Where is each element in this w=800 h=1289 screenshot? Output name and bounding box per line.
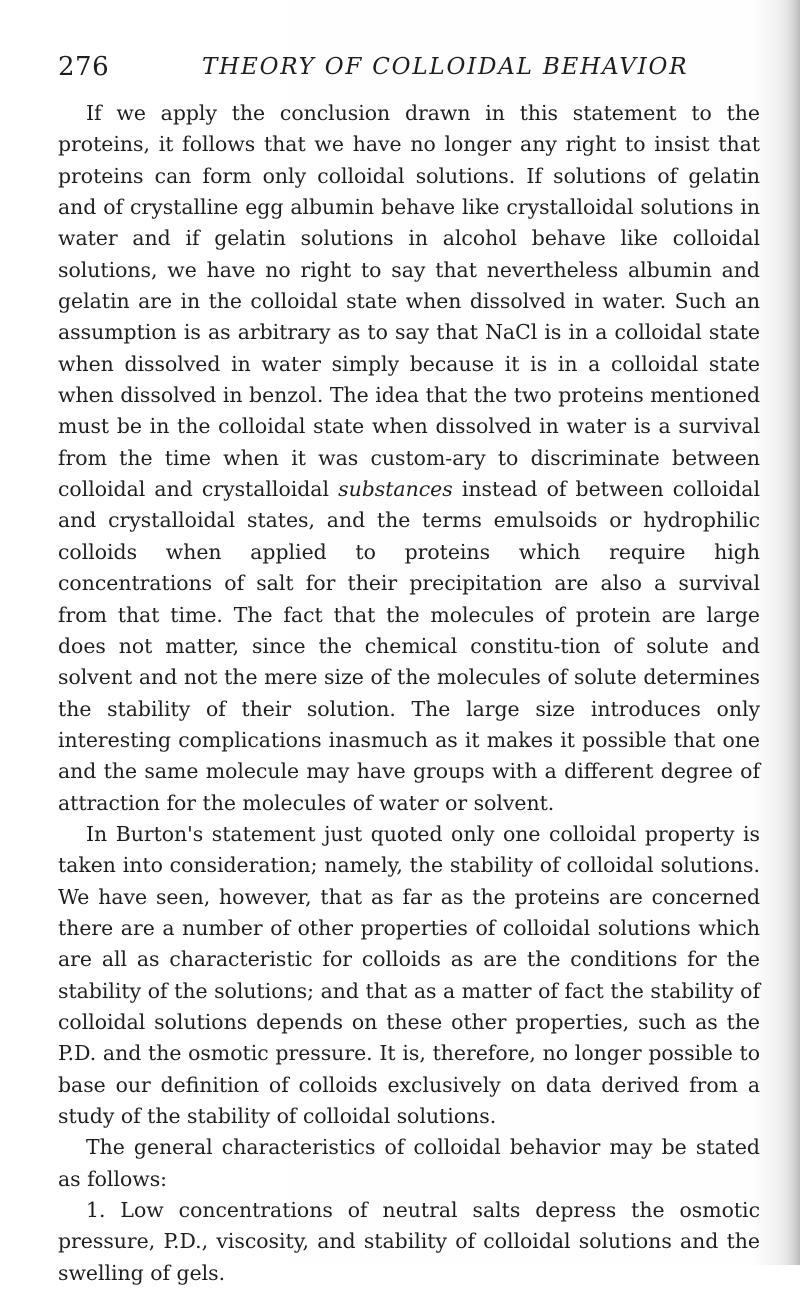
paragraph-conclusion [58,98,760,819]
emphasis-substances: substances [338,477,453,502]
paragraph-characteristics-intro: The general characteristics of colloidal behavior may be stated as follows: [58,1135,760,1191]
page-edge-shadow [786,0,800,1265]
paragraph-text-part: instead of between colloidal and crystalloidal states, and the terms emulsoids or hydrophilic colloids when applied to proteins which require high concentrations of salt for their precipitation are also a survival from that time. The fact that the molecules of protein are large does not matter, since the chemical constitu-tion of solute and solvent and not the mere size of the molecules of solute determines the stability of their solution. The large size introduces only interesting complications inasmuch as it makes it possible that one and the same molecule may have groups with a different degree of attraction for the molecules of water or solvent. [58,477,760,815]
paragraph-text-part: If we apply the conclusion drawn in this statement to the proteins, it follows that we have no longer any right to insist that proteins can form only colloidal solutions. If solutions of gelatin and of crystalline egg albumin behave like crystalloidal solutions in water and if gelatin solutions in alcohol behave like colloidal solutions, we have no right to say that nevertheless albumin and gelatin are in the colloidal state when dissolved in water. Such an assumption is as arbitrary as to say that NaCl is in a colloidal state when dissolved in water simply because it is in a colloidal state when dissolved in benzol. The idea that the two proteins mentioned must be in the colloidal state when dissolved in water is a survival from the time when it was custom-ary to discriminate between colloidal and crystalloidal [58,101,760,502]
page-number: 276 [58,52,110,82]
page-header [58,52,758,92]
running-head: THEORY OF COLLOIDAL BEHAVIOR [202,54,689,80]
body-text [58,98,760,1289]
paragraph-burton: In Burton's statement just quoted only one colloidal property is taken into consideration; namely, the stability of colloidal solutions. We have seen, however, that as far as the proteins are concerned there are a number of other properties of colloidal solutions which are all as characteristic for colloids as are the conditions for the stability of the solutions; and that as a matter of fact the stability of colloidal solutions depends on these other properties, such as the P.D. and the osmotic pressure. It is, therefore, no longer possible to base our definition of colloids exclusively on data derived from a study of the stability of colloidal solutions. [58,821,760,1128]
list-item-1: 1. Low concentrations of neutral salts depress the osmotic pressure, P.D., viscosity, and stability of colloidal solutions and the swelling of gels. [58,1198,760,1285]
